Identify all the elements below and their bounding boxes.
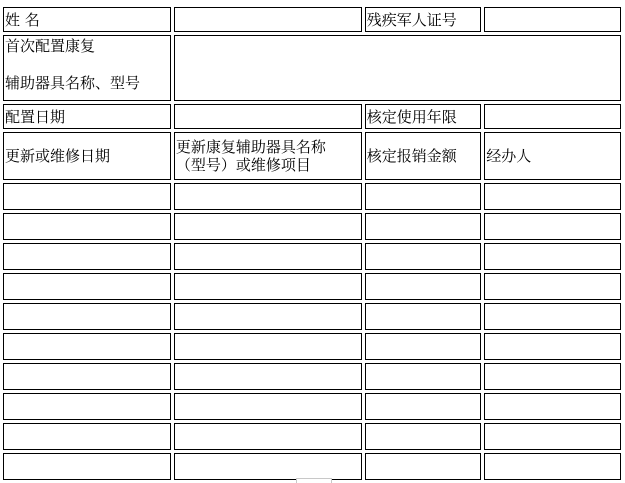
device-cell[interactable] [174, 273, 362, 300]
handler-cell[interactable] [484, 303, 621, 330]
device-cell[interactable] [174, 183, 362, 210]
device-cell[interactable] [174, 363, 362, 390]
device-cell[interactable] [174, 333, 362, 360]
table-row [3, 423, 621, 450]
device-cell[interactable] [174, 243, 362, 270]
approved-amount-cell[interactable] [365, 213, 482, 240]
approved-amount-cell[interactable] [365, 183, 482, 210]
update-date-cell[interactable] [3, 243, 171, 270]
device-cell[interactable] [174, 303, 362, 330]
device-cell[interactable] [174, 213, 362, 240]
update-date-cell[interactable] [3, 363, 171, 390]
approved-amount-cell[interactable] [365, 423, 482, 450]
device-cell[interactable] [174, 423, 362, 450]
veteran-id-label: 残疾军人证号 [365, 7, 482, 32]
approved-amount-cell[interactable] [365, 333, 482, 360]
handler-cell[interactable] [484, 183, 621, 210]
name-value-cell[interactable] [174, 7, 362, 32]
config-date-value-cell[interactable] [174, 104, 362, 129]
col-header-handler: 经办人 [484, 132, 621, 180]
device-cell[interactable] [174, 393, 362, 420]
first-config-label-line2: 辅助器具名称、型号 [5, 74, 141, 92]
handler-cell[interactable] [484, 453, 621, 480]
handler-cell[interactable] [484, 333, 621, 360]
col-header-device [174, 132, 362, 180]
table-row [3, 303, 621, 330]
record-rows [3, 183, 621, 480]
table-row [3, 183, 621, 210]
col-header-device-line2: （型号）或维修项目 [175, 156, 311, 174]
col-header-update-date: 更新或维修日期 [3, 132, 171, 180]
handler-cell[interactable] [484, 393, 621, 420]
handler-cell[interactable] [484, 273, 621, 300]
update-date-cell[interactable] [3, 303, 171, 330]
approved-amount-cell[interactable] [365, 453, 482, 480]
table-row [3, 243, 621, 270]
approved-amount-cell[interactable] [365, 363, 482, 390]
col-header-device-line1: 更新康复辅助器具名称 [175, 138, 326, 156]
approved-amount-cell[interactable] [365, 303, 482, 330]
name-label: 姓 名 [3, 7, 171, 32]
row-column-headers [3, 132, 621, 180]
approved-amount-cell[interactable] [365, 393, 482, 420]
table-row [3, 393, 621, 420]
update-date-cell[interactable] [3, 453, 171, 480]
first-config-label [3, 35, 171, 101]
col-header-approved-amount: 核定报销金额 [365, 132, 482, 180]
handler-cell[interactable] [484, 363, 621, 390]
handler-cell[interactable] [484, 423, 621, 450]
update-date-cell[interactable] [3, 273, 171, 300]
update-date-cell[interactable] [3, 423, 171, 450]
approved-amount-cell[interactable] [365, 273, 482, 300]
row-first-config [3, 35, 621, 101]
table-row [3, 453, 621, 480]
device-cell[interactable] [174, 453, 362, 480]
table-row [3, 363, 621, 390]
update-date-cell[interactable] [3, 393, 171, 420]
first-config-value-cell[interactable] [174, 35, 621, 101]
table-row [3, 213, 621, 240]
row-name [3, 7, 621, 32]
row-config-date [3, 104, 621, 129]
approved-amount-cell[interactable] [365, 243, 482, 270]
veteran-id-value-cell[interactable] [484, 7, 621, 32]
approved-years-label: 核定使用年限 [365, 104, 482, 129]
update-date-cell[interactable] [3, 333, 171, 360]
page-scroll-tab[interactable] [296, 478, 332, 483]
config-date-label: 配置日期 [3, 104, 171, 129]
handler-cell[interactable] [484, 213, 621, 240]
approved-years-value-cell[interactable] [484, 104, 621, 129]
first-config-label-line1: 首次配置康复 [5, 37, 96, 55]
handler-cell[interactable] [484, 243, 621, 270]
rehab-device-record-form [0, 4, 624, 483]
update-date-cell[interactable] [3, 213, 171, 240]
table-row [3, 273, 621, 300]
update-date-cell[interactable] [3, 183, 171, 210]
table-row [3, 333, 621, 360]
